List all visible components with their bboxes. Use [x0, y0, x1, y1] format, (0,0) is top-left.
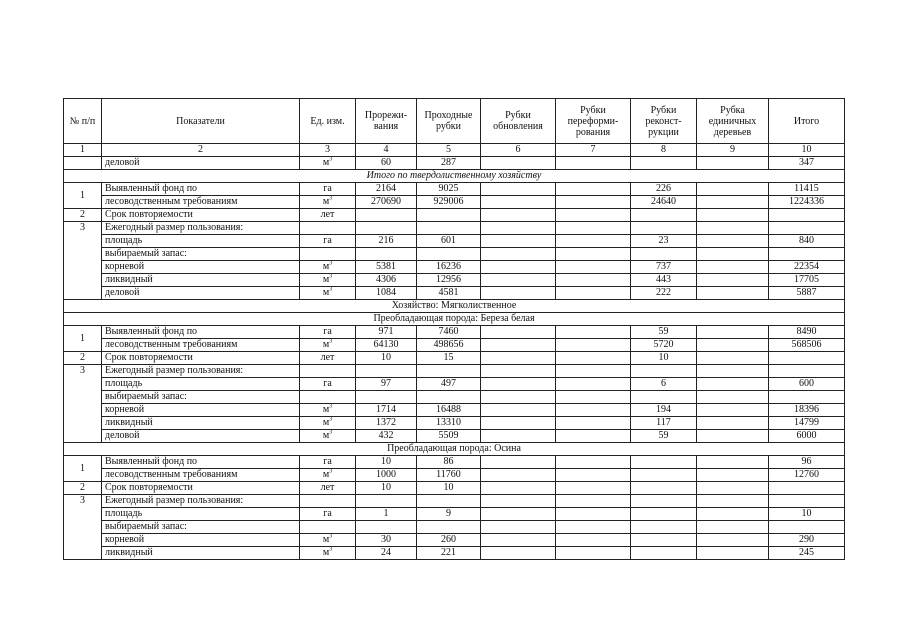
unit-cell: лет [300, 352, 356, 365]
value-cell: 840 [769, 235, 845, 248]
unit-cell: лет [300, 482, 356, 495]
table-row [64, 469, 845, 482]
row-label: Ежегодный размер пользования: [102, 222, 300, 235]
header-total: Итого [769, 99, 845, 144]
unit-cell: $м^3$ [300, 287, 356, 300]
unit-cell: га [300, 508, 356, 521]
unit-cell: $м^3$ [300, 196, 356, 209]
header-reconstruction-cuts: Рубки реконст-рукции [631, 99, 697, 144]
value-cell: 497 [417, 378, 481, 391]
header-reformation-cuts: Рубки переформи-рования [556, 99, 631, 144]
value-cell: 10 [356, 456, 417, 469]
row-number: 3 [64, 365, 102, 443]
value-cell: 86 [417, 456, 481, 469]
header-indicators: Показатели [102, 99, 300, 144]
header-thinning: Прорежи-вания [356, 99, 417, 144]
table-row [64, 261, 845, 274]
value-cell: 14799 [769, 417, 845, 430]
row-label: площадь [102, 378, 300, 391]
row-label: ликвидный [102, 274, 300, 287]
value-cell: 1000 [356, 469, 417, 482]
section-title: Итого по твердолиственному хозяйству [64, 170, 845, 183]
unit-cell: $м^3$ [300, 534, 356, 547]
value-cell: 12956 [417, 274, 481, 287]
value-cell: 5509 [417, 430, 481, 443]
value-cell: 4306 [356, 274, 417, 287]
table-row [64, 378, 845, 391]
value-cell: 10 [769, 508, 845, 521]
row-number: 1 [64, 456, 102, 482]
value-cell: 1084 [356, 287, 417, 300]
value-cell: 12760 [769, 469, 845, 482]
row-label: площадь [102, 508, 300, 521]
column-numbers-row [64, 144, 845, 157]
value-cell: 194 [631, 404, 697, 417]
colnum: 7 [556, 144, 631, 157]
colnum: 10 [769, 144, 845, 157]
value-cell: 18396 [769, 404, 845, 417]
section-row [64, 170, 845, 183]
row-number: 3 [64, 222, 102, 300]
value-cell: 6000 [769, 430, 845, 443]
row-label: деловой [102, 157, 300, 170]
row-label: лесоводственным требованиям [102, 196, 300, 209]
row-number: 2 [64, 209, 102, 222]
value-cell: 64130 [356, 339, 417, 352]
value-cell: 737 [631, 261, 697, 274]
table-row [64, 339, 845, 352]
header-single-tree-cuts: Рубка единичных деревьев [697, 99, 769, 144]
colnum: 8 [631, 144, 697, 157]
row-label: ликвидный [102, 547, 300, 560]
header-unit: Ед. изм. [300, 99, 356, 144]
colnum: 1 [64, 144, 102, 157]
value-cell: 30 [356, 534, 417, 547]
value-cell: 929006 [417, 196, 481, 209]
value-cell: 601 [417, 235, 481, 248]
unit-cell: га [300, 456, 356, 469]
colnum: 9 [697, 144, 769, 157]
table-row [64, 274, 845, 287]
value-cell: 1 [356, 508, 417, 521]
value-cell: 6 [631, 378, 697, 391]
table-row [64, 521, 845, 534]
table-row [64, 482, 845, 495]
value-cell: 16488 [417, 404, 481, 417]
section-row [64, 443, 845, 456]
header-renewal-cuts: Рубки обновления [481, 99, 556, 144]
colnum: 6 [481, 144, 556, 157]
row-number: 2 [64, 482, 102, 495]
row-label: корневой [102, 261, 300, 274]
value-cell: 347 [769, 157, 845, 170]
value-cell: 498656 [417, 339, 481, 352]
row-label: Срок повторяемости [102, 352, 300, 365]
value-cell: 59 [631, 430, 697, 443]
unit-cell: $м^3$ [300, 157, 356, 170]
value-cell: 5720 [631, 339, 697, 352]
row-label: деловой [102, 430, 300, 443]
colnum: 4 [356, 144, 417, 157]
value-cell: 22354 [769, 261, 845, 274]
row-label: ликвидный [102, 417, 300, 430]
table-row [64, 326, 845, 339]
table-row [64, 404, 845, 417]
colnum: 2 [102, 144, 300, 157]
value-cell: 226 [631, 183, 697, 196]
section-row [64, 300, 845, 313]
value-cell: 11415 [769, 183, 845, 196]
unit-cell: $м^3$ [300, 417, 356, 430]
value-cell: 216 [356, 235, 417, 248]
section-title: Преобладающая порода: Осина [64, 443, 845, 456]
value-cell: 13310 [417, 417, 481, 430]
table-row [64, 547, 845, 560]
value-cell: 24640 [631, 196, 697, 209]
row-label: лесоводственным требованиям [102, 469, 300, 482]
unit-cell: га [300, 378, 356, 391]
value-cell: 23 [631, 235, 697, 248]
row-number: 1 [64, 183, 102, 209]
table-row [64, 209, 845, 222]
value-cell: 221 [417, 547, 481, 560]
row-label: Ежегодный размер пользования: [102, 495, 300, 508]
section-row [64, 313, 845, 326]
value-cell: 971 [356, 326, 417, 339]
value-cell: 1372 [356, 417, 417, 430]
unit-cell: га [300, 326, 356, 339]
value-cell: 222 [631, 287, 697, 300]
colnum: 3 [300, 144, 356, 157]
value-cell: 16236 [417, 261, 481, 274]
value-cell: 7460 [417, 326, 481, 339]
table-row [64, 508, 845, 521]
row-label: корневой [102, 404, 300, 417]
value-cell: 96 [769, 456, 845, 469]
forestry-table [63, 98, 845, 560]
value-cell: 15 [417, 352, 481, 365]
value-cell: 600 [769, 378, 845, 391]
row-label: Выявленный фонд по [102, 456, 300, 469]
value-cell: 1714 [356, 404, 417, 417]
table-row [64, 391, 845, 404]
row-number: 1 [64, 326, 102, 352]
value-cell: 270690 [356, 196, 417, 209]
value-cell: 17705 [769, 274, 845, 287]
colnum: 5 [417, 144, 481, 157]
row-label: деловой [102, 287, 300, 300]
table-row [64, 534, 845, 547]
unit-cell: $м^3$ [300, 261, 356, 274]
value-cell: 10 [631, 352, 697, 365]
table-row [64, 157, 845, 170]
row-number: 2 [64, 352, 102, 365]
value-cell: 260 [417, 534, 481, 547]
table-row [64, 495, 845, 508]
unit-cell: га [300, 235, 356, 248]
value-cell: 60 [356, 157, 417, 170]
value-cell: 5887 [769, 287, 845, 300]
table-row [64, 352, 845, 365]
row-label: выбираемый запас: [102, 391, 300, 404]
value-cell: 1224336 [769, 196, 845, 209]
row-label: Срок повторяемости [102, 482, 300, 495]
table-row [64, 235, 845, 248]
table-row [64, 248, 845, 261]
row-label: Ежегодный размер пользования: [102, 365, 300, 378]
section-title: Преобладающая порода: Береза белая [64, 313, 845, 326]
unit-cell: $м^3$ [300, 274, 356, 287]
row-label: корневой [102, 534, 300, 547]
unit-cell: $м^3$ [300, 469, 356, 482]
value-cell: 97 [356, 378, 417, 391]
table-row [64, 287, 845, 300]
section-title: Хозяйство: Мягколиственное [64, 300, 845, 313]
value-cell: 10 [356, 352, 417, 365]
table-row [64, 417, 845, 430]
value-cell: 24 [356, 547, 417, 560]
header-row [64, 99, 845, 144]
value-cell: 443 [631, 274, 697, 287]
unit-cell: $м^3$ [300, 430, 356, 443]
table-row [64, 183, 845, 196]
row-label: выбираемый запас: [102, 248, 300, 261]
table-row [64, 222, 845, 235]
header-passage-cuts: Проходные рубки [417, 99, 481, 144]
value-cell: 10 [356, 482, 417, 495]
value-cell: 568506 [769, 339, 845, 352]
unit-cell: $м^3$ [300, 547, 356, 560]
value-cell: 11760 [417, 469, 481, 482]
value-cell: 10 [417, 482, 481, 495]
value-cell: 5381 [356, 261, 417, 274]
value-cell: 59 [631, 326, 697, 339]
row-label: Выявленный фонд по [102, 326, 300, 339]
value-cell: 117 [631, 417, 697, 430]
table-row [64, 196, 845, 209]
row-number: 3 [64, 495, 102, 560]
table-row [64, 365, 845, 378]
unit-cell: лет [300, 209, 356, 222]
header-num: № п/п [64, 99, 102, 144]
value-cell: 432 [356, 430, 417, 443]
row-label: лесоводственным требованиям [102, 339, 300, 352]
value-cell: 8490 [769, 326, 845, 339]
value-cell: 290 [769, 534, 845, 547]
row-label: площадь [102, 235, 300, 248]
unit-cell: га [300, 183, 356, 196]
value-cell: 245 [769, 547, 845, 560]
row-label: выбираемый запас: [102, 521, 300, 534]
value-cell: 4581 [417, 287, 481, 300]
table-row [64, 430, 845, 443]
unit-cell: $м^3$ [300, 339, 356, 352]
value-cell: 9 [417, 508, 481, 521]
row-label: Срок повторяемости [102, 209, 300, 222]
unit-cell: $м^3$ [300, 404, 356, 417]
table-row [64, 456, 845, 469]
row-label: Выявленный фонд по [102, 183, 300, 196]
value-cell: 9025 [417, 183, 481, 196]
value-cell: 2164 [356, 183, 417, 196]
value-cell: 287 [417, 157, 481, 170]
